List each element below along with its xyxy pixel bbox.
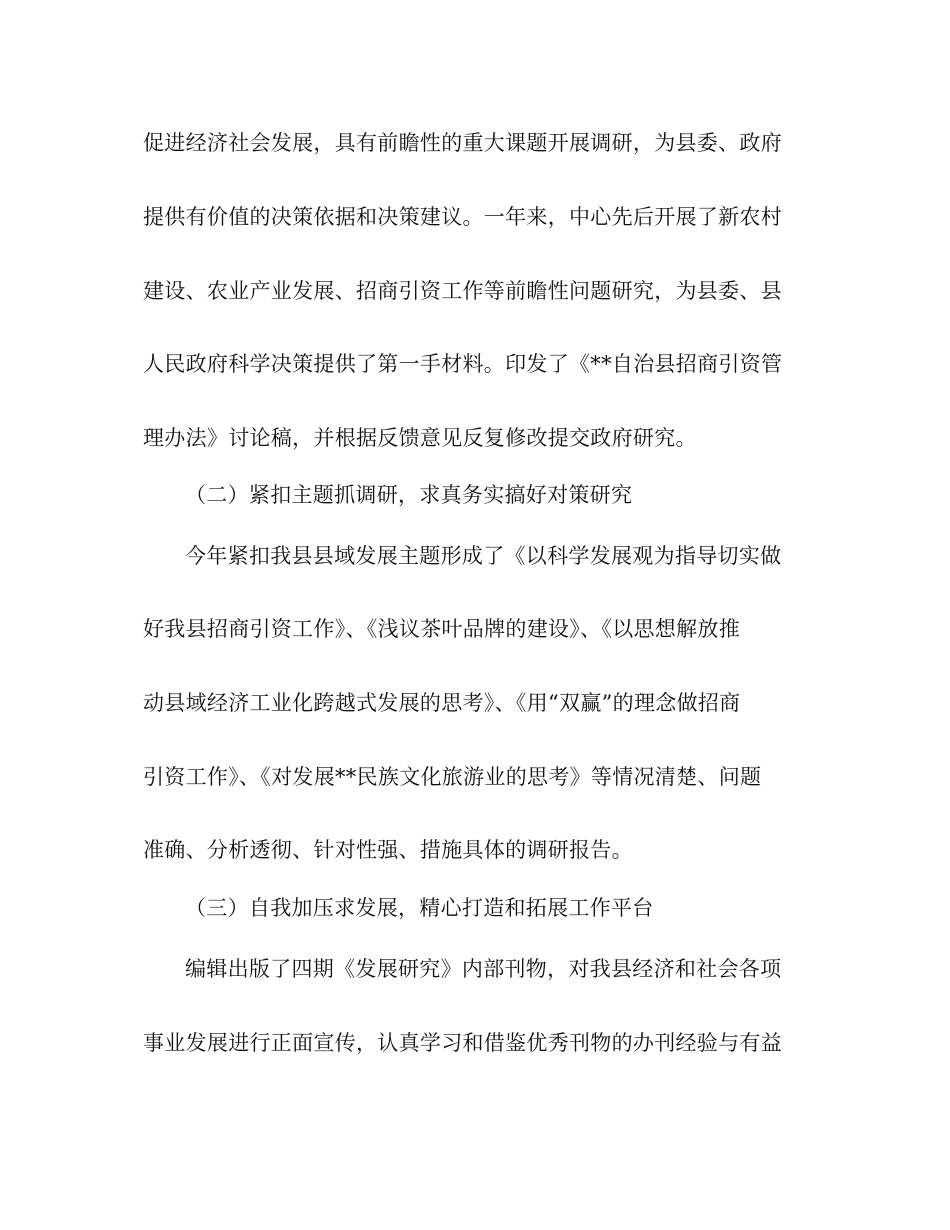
paragraph-line: 人民政府科学决策提供了第一手材料。印发了《**自治县招商引资管 — [143, 352, 783, 376]
paragraph-line: 准确、分析透彻、针对性强、措施具体的调研报告。 — [143, 838, 633, 862]
paragraph-line: 编辑出版了四期《发展研究》内部刊物，对我县经济和社会各项 — [185, 957, 782, 981]
paragraph-line: 动县域经济工业化跨越式发展的思考》、《用“双赢”的理念做招商 — [143, 691, 741, 715]
paragraph-line: 今年紧扣我县县域发展主题形成了《以科学发展观为指导切实做 — [185, 544, 782, 568]
paragraph-line: 建设、农业产业发展、招商引资工作等前瞻性问题研究，为县委、县 — [143, 279, 782, 303]
paragraph-line: 促进经济社会发展，具有前瞻性的重大课题开展调研，为县委、政府 — [143, 131, 782, 155]
paragraph-line: 理办法》讨论稿，并根据反馈意见反复修改提交政府研究。 — [143, 426, 697, 450]
paragraph-line: 提供有价值的决策依据和决策建议。一年来，中心先后开展了新农村 — [143, 205, 782, 229]
paragraph-line: 引资工作》、《对发展**民族文化旅游业的思考》等情况清楚、问题 — [143, 765, 762, 789]
section-heading-2: （二）紧扣主题抓调研，求真务实搞好对策研究 — [185, 483, 633, 507]
section-heading-3: （三）自我加压求发展，精心打造和拓展工作平台 — [185, 896, 654, 920]
paragraph-line: 事业发展进行正面宣传，认真学习和借鉴优秀刊物的办刊经验与有益 — [143, 1031, 782, 1055]
paragraph-line: 好我县招商引资工作》、《浅议茶叶品牌的建设》、《以思想解放推 — [143, 617, 740, 641]
